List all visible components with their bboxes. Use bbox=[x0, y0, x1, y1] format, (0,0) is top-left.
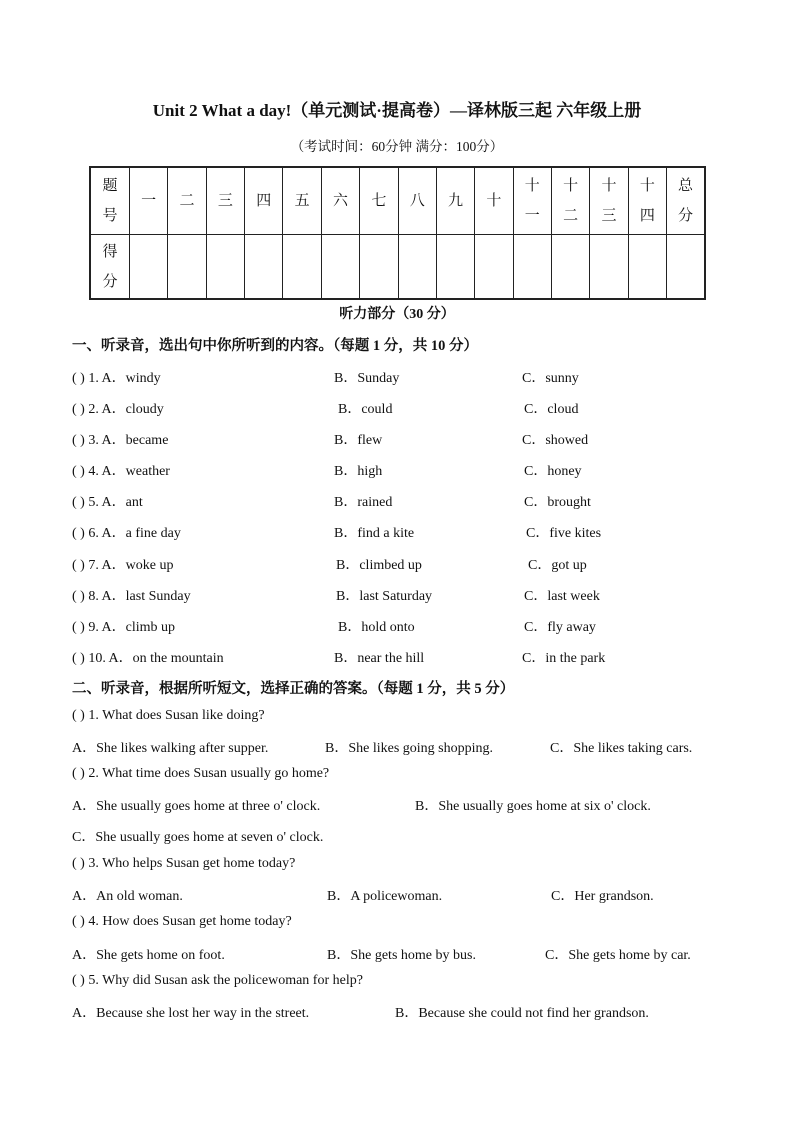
part2-question-1: ( ) 1. What does Susan like doing? bbox=[72, 708, 265, 723]
part2-q3-options bbox=[0, 885, 794, 905]
score-cell[interactable] bbox=[590, 235, 628, 300]
score-table-column-header: 十 bbox=[475, 167, 513, 235]
part2-question-5: ( ) 5. Why did Susan ask the policewoman for help? bbox=[72, 973, 363, 988]
part1-item bbox=[0, 398, 794, 418]
option-a: A．She usually goes home at three o' clock. bbox=[72, 799, 321, 814]
item-number-and-option-a: ( ) 4. A．weather bbox=[72, 464, 170, 479]
option-b: B．She gets home by bus. bbox=[327, 948, 476, 963]
option-c: C．five kites bbox=[526, 526, 602, 541]
item-number-and-option-a: ( ) 6. A．a fine day bbox=[72, 526, 181, 541]
option-a: A．Because she lost her way in the street. bbox=[72, 1006, 310, 1021]
option-c: C．cloud bbox=[524, 402, 579, 417]
score-table-column-header: 十 二 bbox=[551, 167, 589, 235]
part2-title: 二、听录音，根据所听短文，选择正确的答案。（每题 1 分，共 5 分） bbox=[72, 681, 515, 697]
score-cell[interactable] bbox=[628, 235, 666, 300]
score-table-column-header: 一 bbox=[130, 167, 168, 235]
part2-q5-options bbox=[0, 1002, 794, 1022]
part1-item bbox=[0, 522, 794, 542]
page-title: Unit 2 What a day!（单元测试·提高卷）—译林版三起 六年级上册 bbox=[152, 101, 642, 120]
option-b: B．Because she could not find her grandson. bbox=[395, 1006, 649, 1021]
item-number-and-option-a: ( ) 7. A．woke up bbox=[72, 558, 174, 573]
item-number-and-option-a: ( ) 2. A．cloudy bbox=[72, 402, 164, 417]
score-cell[interactable] bbox=[360, 235, 398, 300]
option-b: B．A policewoman. bbox=[327, 889, 443, 904]
score-table-column-header: 十 一 bbox=[513, 167, 551, 235]
part2-question-2: ( ) 2. What time does Susan usually go home? bbox=[72, 766, 330, 781]
item-number-and-option-a: ( ) 3. A．became bbox=[72, 433, 169, 448]
option-c: C．sunny bbox=[522, 371, 579, 386]
score-table-column-header: 九 bbox=[436, 167, 474, 235]
score-label: 得 分 bbox=[90, 235, 130, 300]
part2-q4-options bbox=[0, 944, 794, 964]
score-table-column-header: 十 四 bbox=[628, 167, 666, 235]
option-c: C．brought bbox=[524, 495, 591, 510]
score-cell[interactable] bbox=[283, 235, 321, 300]
score-cell[interactable] bbox=[130, 235, 168, 300]
option-c: C．last week bbox=[524, 589, 600, 604]
option-b: B．high bbox=[334, 464, 383, 479]
score-table-header-row bbox=[90, 167, 705, 235]
score-cell[interactable] bbox=[513, 235, 551, 300]
part2-q1-options bbox=[0, 737, 794, 757]
part2-q2-option-c: C．She usually goes home at seven o' clock. bbox=[72, 830, 324, 845]
score-table-column-header: 八 bbox=[398, 167, 436, 235]
score-cell[interactable] bbox=[667, 235, 705, 300]
part1-item bbox=[0, 585, 794, 605]
score-cell[interactable] bbox=[551, 235, 589, 300]
item-number-and-option-a: ( ) 9. A．climb up bbox=[72, 620, 176, 635]
option-c: C．in the park bbox=[522, 651, 606, 666]
score-cell[interactable] bbox=[206, 235, 244, 300]
part2-question-3: ( ) 3. Who helps Susan get home today? bbox=[72, 856, 296, 871]
exam-info: （考试时间：60分钟 满分：100分） bbox=[290, 139, 504, 154]
option-c: C．Her grandson. bbox=[551, 889, 654, 904]
score-cell[interactable] bbox=[398, 235, 436, 300]
part1-item bbox=[0, 647, 794, 667]
score-table-column-header: 十 三 bbox=[590, 167, 628, 235]
score-table-column-header: 四 bbox=[245, 167, 283, 235]
option-c: C．honey bbox=[524, 464, 582, 479]
score-cell[interactable] bbox=[321, 235, 359, 300]
part1-item bbox=[0, 616, 794, 636]
score-cell[interactable] bbox=[436, 235, 474, 300]
score-cell[interactable] bbox=[475, 235, 513, 300]
listening-section-heading: 听力部分（30 分） bbox=[339, 307, 455, 322]
item-number-and-option-a: ( ) 10. A．on the mountain bbox=[72, 651, 224, 666]
score-cell[interactable] bbox=[168, 235, 206, 300]
option-c: C．showed bbox=[522, 433, 589, 448]
option-b: B．rained bbox=[334, 495, 393, 510]
part1-item bbox=[0, 491, 794, 511]
option-a: A．She likes walking after supper. bbox=[72, 741, 269, 756]
option-b: B．Sunday bbox=[334, 371, 400, 386]
option-b: B．near the hill bbox=[334, 651, 425, 666]
score-cell[interactable] bbox=[245, 235, 283, 300]
option-b: B．hold onto bbox=[338, 620, 415, 635]
option-c: C．She likes taking cars. bbox=[550, 741, 693, 756]
score-table-score-row bbox=[90, 235, 705, 300]
option-c: C．fly away bbox=[524, 620, 596, 635]
option-b: B．find a kite bbox=[334, 526, 415, 541]
question-number-label: 题 号 bbox=[90, 167, 130, 235]
score-table-column-header: 六 bbox=[321, 167, 359, 235]
option-c: C．got up bbox=[528, 558, 587, 573]
option-b: B．flew bbox=[334, 433, 383, 448]
option-b: B．She usually goes home at six o' clock. bbox=[415, 799, 651, 814]
option-b: B．She likes going shopping. bbox=[325, 741, 494, 756]
option-b: B．could bbox=[338, 402, 393, 417]
part2-question-4: ( ) 4. How does Susan get home today? bbox=[72, 914, 292, 929]
option-a: A．She gets home on foot. bbox=[72, 948, 225, 963]
score-table-column-header: 三 bbox=[206, 167, 244, 235]
part1-title: 一、听录音，选出句中你所听到的内容。（每题 1 分，共 10 分） bbox=[72, 338, 478, 354]
part1-item bbox=[0, 460, 794, 480]
score-table bbox=[89, 166, 706, 300]
part1-item bbox=[0, 554, 794, 574]
item-number-and-option-a: ( ) 5. A．ant bbox=[72, 495, 143, 510]
item-number-and-option-a: ( ) 8. A．last Sunday bbox=[72, 589, 191, 604]
score-table-column-header: 七 bbox=[360, 167, 398, 235]
part1-item bbox=[0, 367, 794, 387]
option-a: A．An old woman. bbox=[72, 889, 183, 904]
item-number-and-option-a: ( ) 1. A．windy bbox=[72, 371, 161, 386]
part1-item bbox=[0, 429, 794, 449]
option-b: B．climbed up bbox=[336, 558, 422, 573]
score-table-column-header: 总 分 bbox=[667, 167, 705, 235]
option-c: C．She gets home by car. bbox=[545, 948, 691, 963]
option-b: B．last Saturday bbox=[336, 589, 433, 604]
score-table-column-header: 五 bbox=[283, 167, 321, 235]
score-table-column-header: 二 bbox=[168, 167, 206, 235]
part2-q2-options bbox=[0, 795, 794, 815]
